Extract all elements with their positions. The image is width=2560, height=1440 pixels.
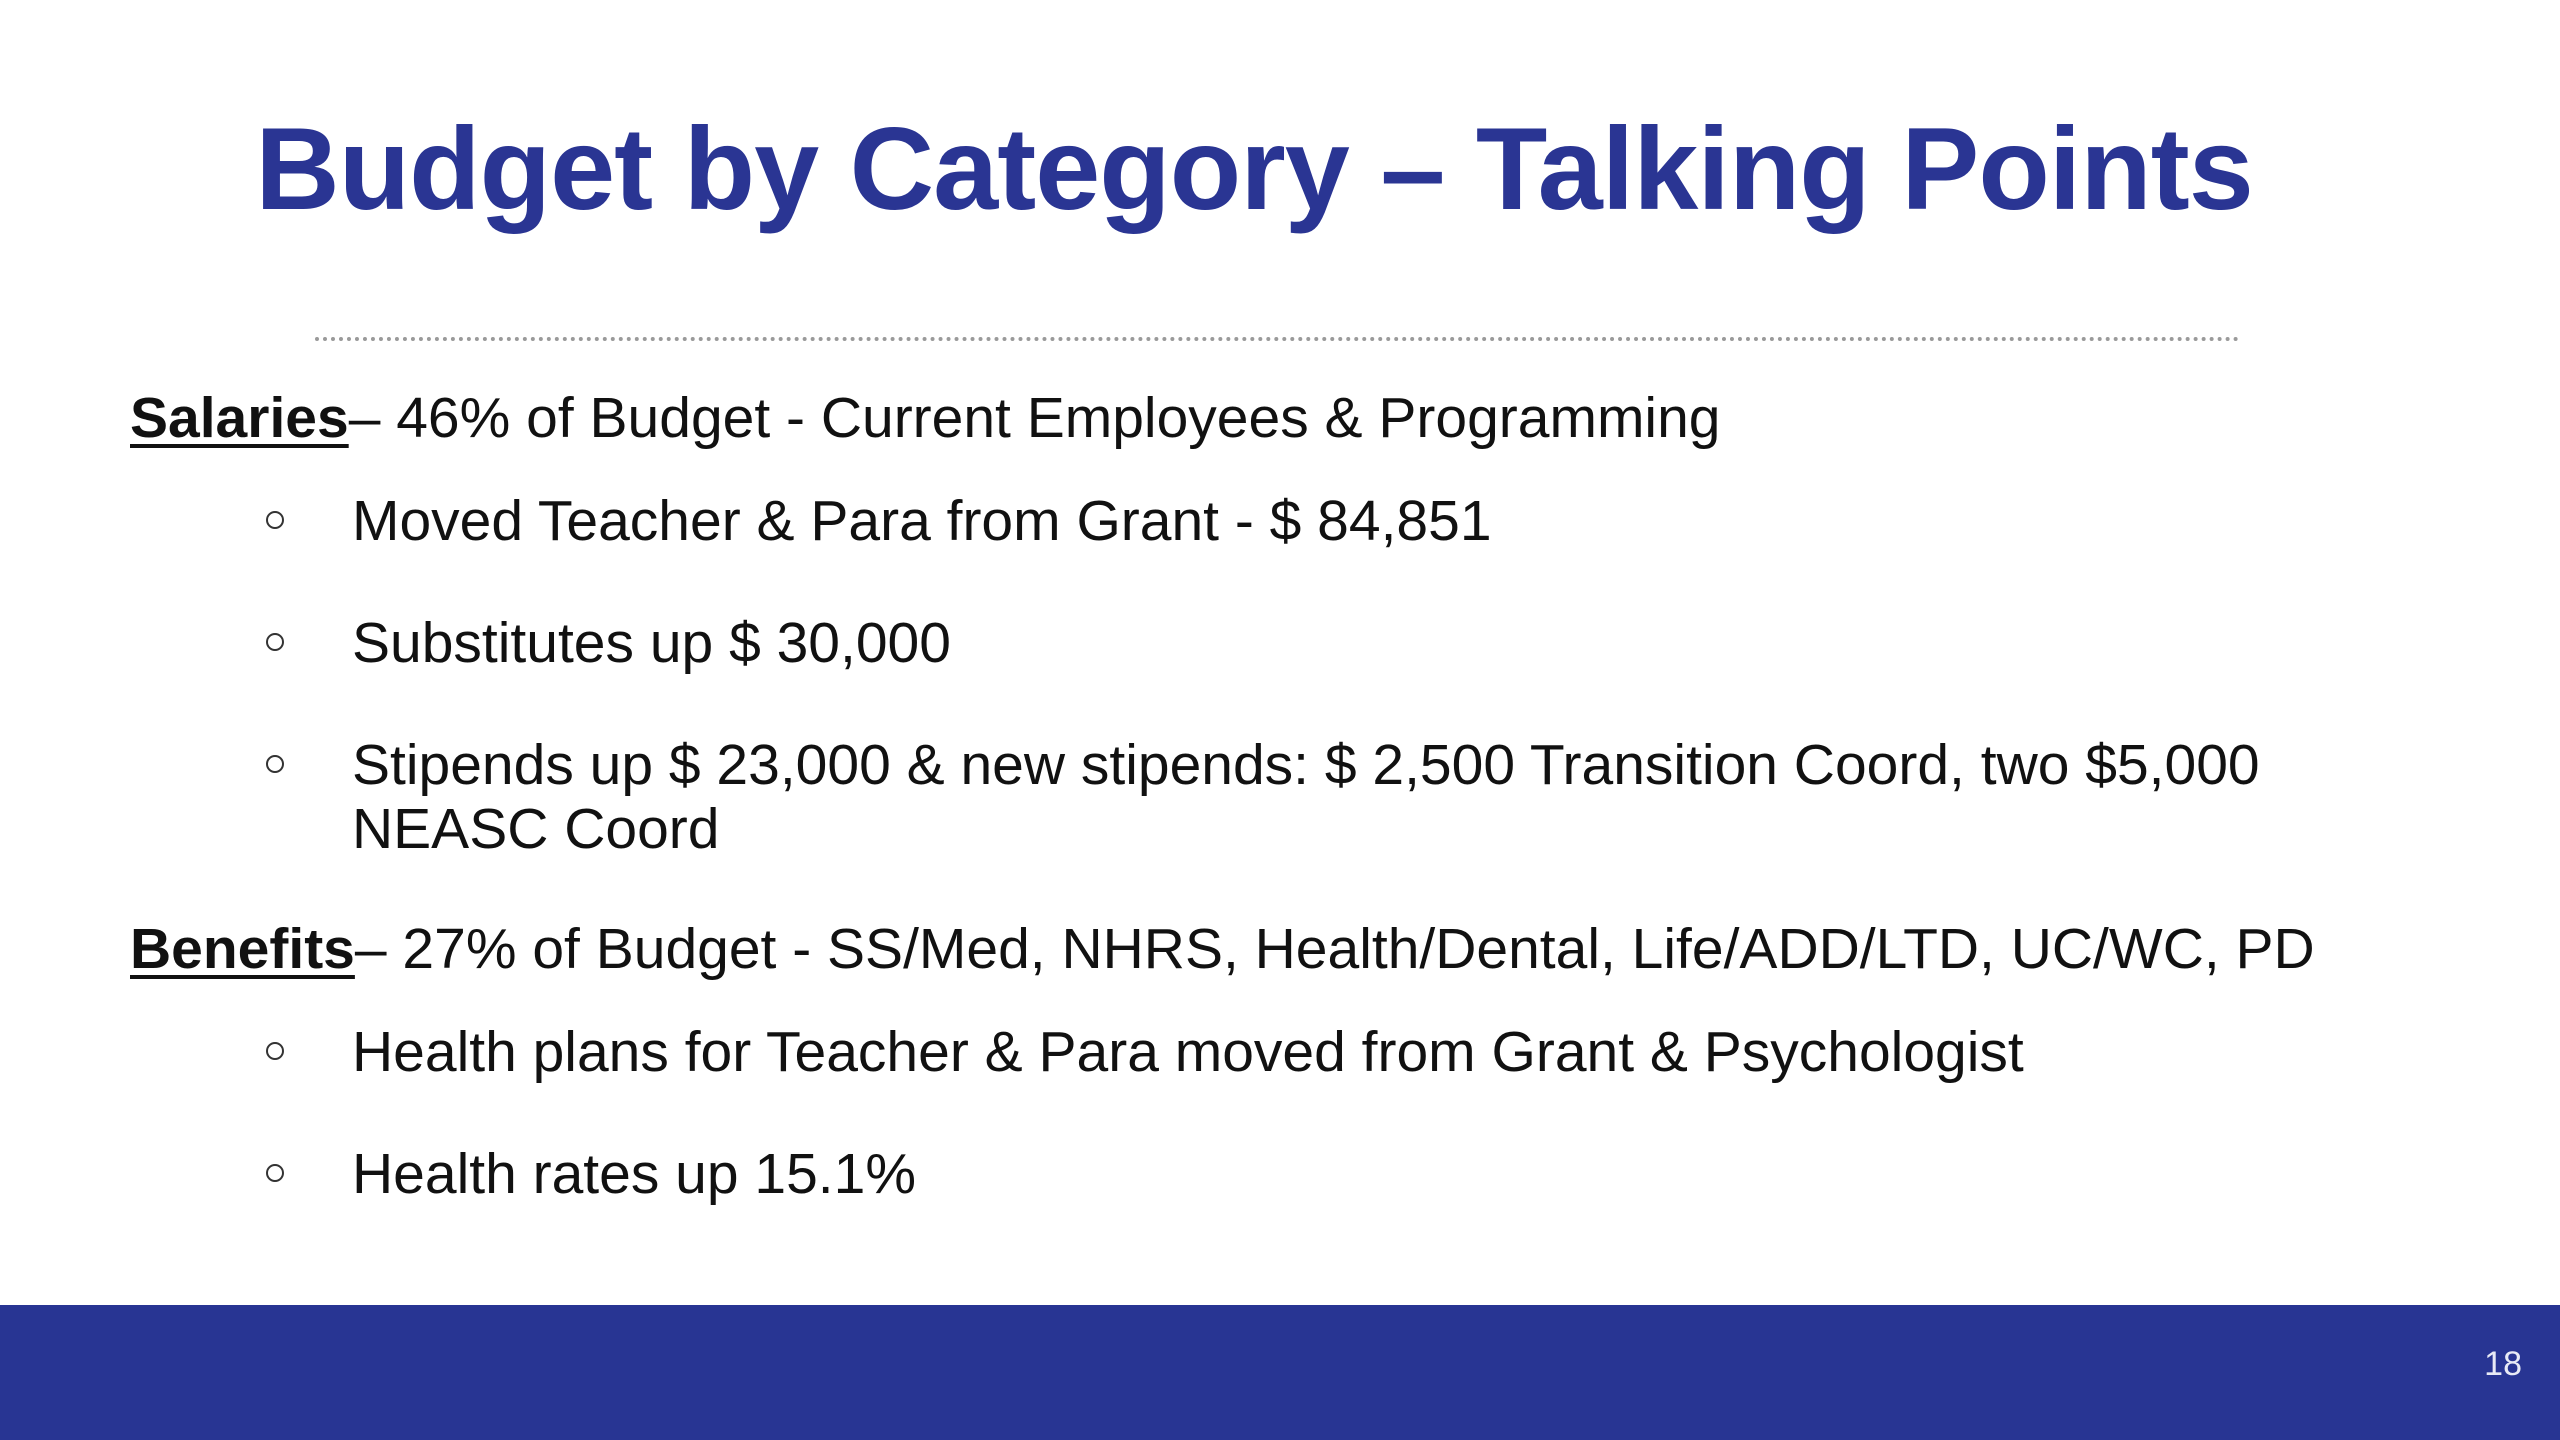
bullet-text: Health rates up 15.1% bbox=[352, 1142, 917, 1206]
slide-content bbox=[130, 370, 2430, 1206]
salaries-bullet-list bbox=[130, 489, 2430, 861]
list-item bbox=[130, 489, 2430, 553]
page-number: 18 bbox=[2484, 1345, 2522, 1383]
hollow-circle-bullet-icon bbox=[266, 755, 284, 773]
hollow-circle-bullet-icon bbox=[266, 1164, 284, 1182]
hollow-circle-bullet-icon bbox=[266, 511, 284, 529]
title-divider bbox=[315, 337, 2240, 341]
bullet-text: Moved Teacher & Para from Grant - $ 84,851 bbox=[352, 489, 1492, 553]
footer-bar bbox=[0, 1305, 2560, 1440]
slide-title: Budget by Category – Talking Points bbox=[255, 103, 2253, 234]
bullet-text: Substitutes up $ 30,000 bbox=[352, 611, 951, 675]
hollow-circle-bullet-icon bbox=[266, 633, 284, 651]
section-term-salaries: Salaries bbox=[130, 385, 349, 450]
bullet-text: Stipends up $ 23,000 & new stipends: $ 2,500 Transition Coord, two $5,000 NEASC Coord bbox=[352, 733, 2260, 861]
list-item bbox=[130, 1142, 2430, 1206]
list-item bbox=[130, 733, 2430, 861]
bullet-text: Health plans for Teacher & Para moved from Grant & Psychologist bbox=[352, 1020, 2024, 1084]
benefits-bullet-list bbox=[130, 1020, 2430, 1206]
hollow-circle-bullet-icon bbox=[266, 1042, 284, 1060]
section-detail-salaries: – 46% of Budget - Current Employees & Programming bbox=[348, 385, 1721, 450]
section-detail-benefits: – 27% of Budget - SS/Med, NHRS, Health/Dental, Life/ADD/LTD, UC/WC, PD bbox=[354, 916, 2315, 981]
list-item bbox=[130, 611, 2430, 675]
section-term-benefits: Benefits bbox=[130, 916, 355, 981]
section-heading-benefits bbox=[130, 901, 2430, 998]
section-heading-salaries bbox=[130, 370, 2430, 467]
list-item bbox=[130, 1020, 2430, 1084]
